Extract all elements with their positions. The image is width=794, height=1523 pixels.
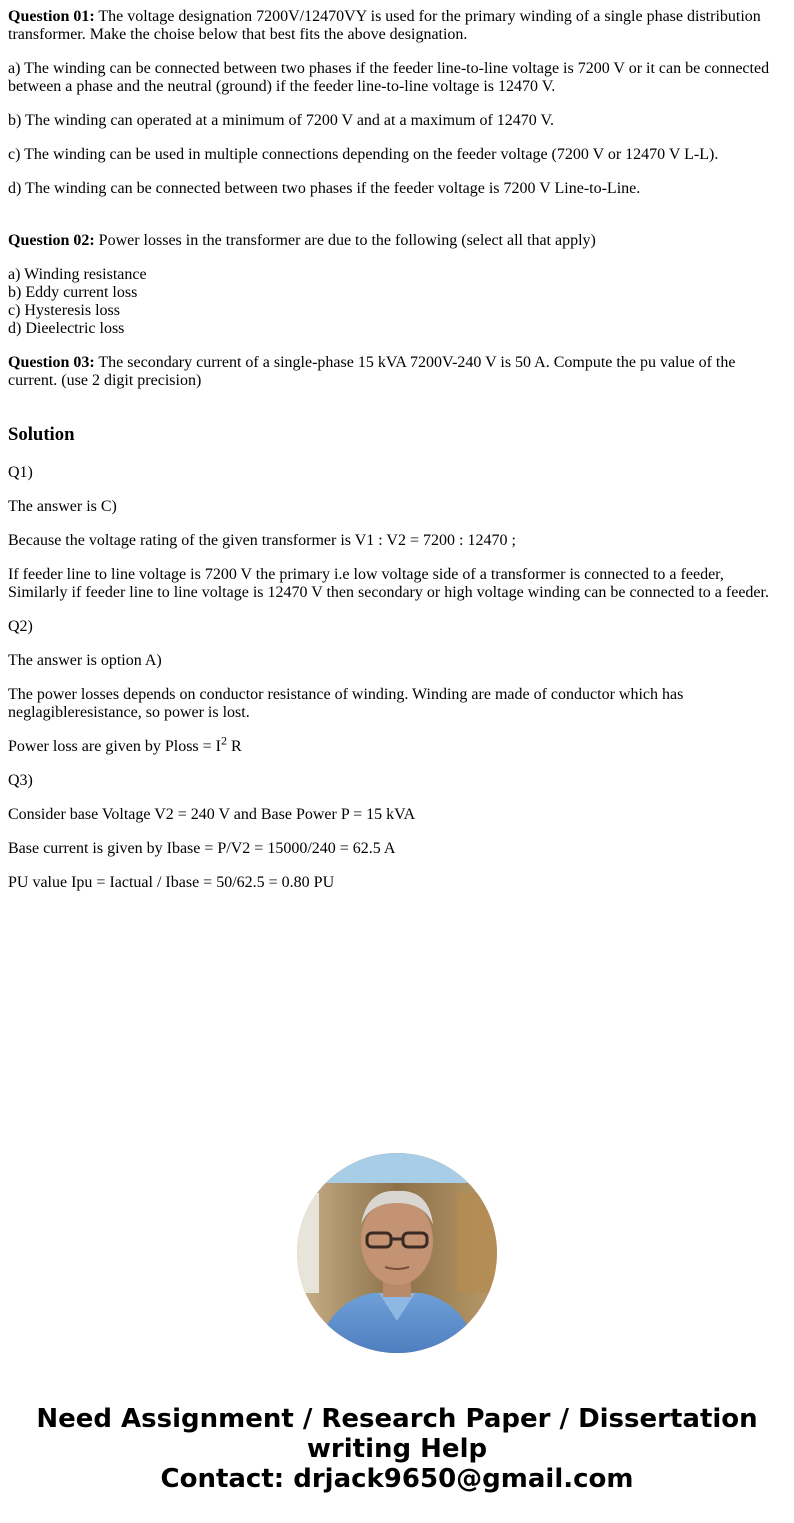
footer-line-2: writing Help — [306, 1434, 488, 1464]
q1-option-b: b) The winding can operated at a minimum of 7200 V and at a maximum of 12470 V. — [8, 112, 554, 129]
solution-q2-formula — [8, 733, 786, 756]
q2-option-a: a) Winding resistance — [8, 266, 147, 283]
q2-options — [8, 266, 786, 338]
question-01 — [8, 8, 786, 44]
author-portrait — [297, 1153, 497, 1353]
solution-q3-current: Base current is given by Ibase = P/V2 = 15000/240 = 62.5 A — [8, 840, 396, 857]
question-01-text: The voltage designation 7200V/12470VY is used for the primary winding of a single phase distribution transformer. Make the choise below that best fits the above designation. — [8, 8, 761, 43]
q2-option-b: b) Eddy current loss — [8, 284, 138, 301]
solution-q3-label: Q3) — [8, 772, 33, 789]
solution-q3-base: Consider base Voltage V2 = 240 V and Base Power P = 15 kVA — [8, 806, 416, 823]
question-01-label: Question 01: — [8, 8, 95, 25]
solution-q1-because: Because the voltage rating of the given transformer is V1 : V2 = 7200 : 12470 ; — [8, 532, 516, 549]
solution-q2-explain: The power losses depends on conductor resistance of winding. Winding are made of conductor which has neglagibleresistance, so power is lost. — [8, 686, 684, 721]
solution-q1-label: Q1) — [8, 464, 33, 481]
solution-heading: Solution — [8, 424, 75, 445]
question-02-text: Power losses in the transformer are due to the following (select all that apply) — [94, 232, 596, 249]
question-03 — [8, 354, 786, 390]
formula-prefix: Power loss are given by Ploss = I — [8, 738, 222, 755]
solution-q3-pu: PU value Ipu = Iactual / Ibase = 50/62.5 = 0.80 PU — [8, 874, 335, 891]
q2-option-c: c) Hysteresis loss — [8, 302, 120, 319]
question-03-label: Question 03: — [8, 354, 95, 371]
solution-q1-explain: If feeder line to line voltage is 7200 V the primary i.e low voltage side of a transformer is connected to a feeder, Similarly if feeder line to line voltage is 12470 V then secondary or high voltage winding can be connected to a feeder. — [8, 566, 769, 601]
footer-line-1: Need Assignment / Research Paper / Dissertation — [36, 1404, 758, 1434]
solution-q1-answer: The answer is C) — [8, 498, 117, 515]
q1-option-d: d) The winding can be connected between two phases if the feeder voltage is 7200 V Line-to-Line. — [8, 180, 641, 197]
q1-option-c: c) The winding can be used in multiple connections depending on the feeder voltage (7200 V or 12470 V L-L). — [8, 146, 719, 163]
formula-suffix: R — [227, 738, 242, 755]
footer-contact: Contact: drjack9650@gmail.com — [160, 1464, 634, 1494]
document-body — [8, 8, 786, 908]
solution-q2-answer: The answer is option A) — [8, 652, 162, 669]
footer-banner — [0, 1404, 794, 1494]
author-avatar — [297, 1153, 497, 1353]
question-02 — [8, 232, 786, 250]
solution-q2-label: Q2) — [8, 618, 33, 635]
q1-option-a: a) The winding can be connected between two phases if the feeder line-to-line voltage is 7200 V or it can be connected between a phase and the neutral (ground) if the feeder line-to-line voltage is 12470 V. — [8, 60, 770, 95]
q2-option-d: d) Dieelectric loss — [8, 320, 125, 337]
question-03-text: The secondary current of a single-phase 15 kVA 7200V-240 V is 50 A. Compute the pu value of the current. (use 2 digit precision) — [8, 354, 736, 389]
formula-exponent: 2 — [221, 733, 228, 748]
question-02-label: Question 02: — [8, 232, 95, 249]
